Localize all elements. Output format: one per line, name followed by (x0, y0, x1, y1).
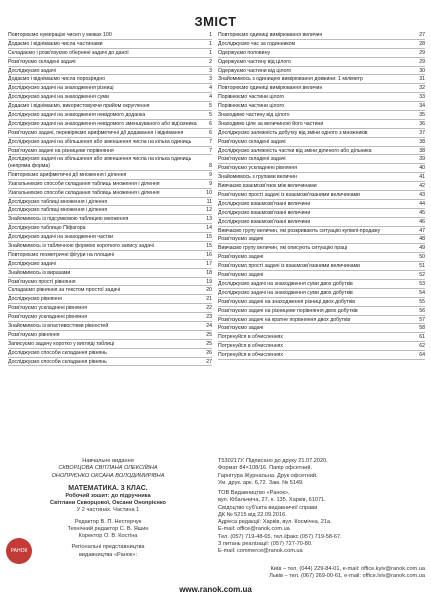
toc-entry (218, 67, 425, 76)
toc-entry-page: 39 (419, 156, 425, 163)
toc-entry (218, 111, 425, 120)
toc-entry-page: 1 (209, 49, 212, 56)
toc-entry (218, 164, 425, 173)
toc-entry-title: Розв'язуємо складені задачі (218, 156, 286, 163)
toc-entry-page: 11 (206, 198, 212, 205)
toc-entry (218, 84, 425, 93)
toc-entry (8, 111, 212, 120)
toc-entry-title: Додаємо і віднімаємо числа частинами (8, 40, 103, 47)
toc-entry-page: 5 (209, 112, 212, 119)
toc-entry (218, 235, 425, 244)
toc-entry-page: 2 (209, 58, 212, 65)
toc-entry (218, 244, 425, 253)
toc-entry-title: Повторюємо одиниці вимірювання величин (218, 32, 323, 38)
toc-entry (8, 322, 212, 331)
toc-entry (218, 138, 425, 147)
toc-entry-title: Розв'язуємо задачі (218, 236, 264, 243)
toc-entry (8, 120, 212, 129)
toc-entry-page: 10 (206, 189, 212, 196)
print-info-4: Ум. друк. арк. 6,72. Зам. № 5149. (218, 479, 304, 486)
toc-entry (218, 209, 425, 218)
toc-entry (218, 253, 425, 262)
toc-entry (8, 84, 212, 93)
toc-entry (218, 173, 425, 182)
toc-entry-page: 29 (419, 58, 425, 65)
toc-entry-page: 14 (206, 225, 212, 232)
book-subtitle-2: Світлани Скворцової, Оксани Онопрієнко (50, 500, 166, 507)
toc-entry-page: 23 (206, 314, 212, 321)
publisher-logo: РАНОК (6, 538, 32, 564)
proofreader: Коректор О. В. Костіна (78, 533, 138, 540)
toc-entry-title: Розв'язуємо ускладнені рівняння (8, 314, 88, 321)
sales-phone: З питань реалізації: (057) 727-70-80. (218, 540, 313, 547)
toc-entry-page: 40 (419, 165, 425, 172)
author-2: ОНОПРІЄНКО ОКСАНА ВОЛОДИМИРІВНА (51, 472, 165, 479)
toc-entry (218, 298, 425, 307)
toc-entry-title: Порівнюємо частини цілого (218, 94, 285, 101)
toc-entry-page: 50 (419, 254, 425, 261)
office-email: E-mail: office@ranok.com.ua (218, 526, 290, 533)
toc-entry-title: Розв'язуємо ускладнені рівняння (218, 165, 298, 172)
toc-entry-page: 44 (419, 200, 425, 207)
toc-entry-title: Записуємо задачу коротко у вигляді таблиці (8, 340, 115, 347)
toc-entry-title: Розв'язуємо ускладнені рівняння (8, 305, 88, 312)
toc-entry-title: Досліджуємо залежність частки від зміни діленого або дільника (218, 147, 372, 154)
toc-entry-page: 17 (206, 260, 212, 267)
toc-entry-title: Досліджуємо задачі на знаходження різниці (8, 85, 114, 92)
regional-label-2: видавництва «Ранок»: (78, 551, 138, 558)
toc-entry-title: Досліджуємо задачі (8, 67, 56, 74)
toc-entry-title: Досліджуємо таблиці множення і ділення (8, 198, 108, 205)
toc-entry (218, 307, 425, 316)
toc-entry-page: 7 (209, 147, 212, 154)
toc-entry-title: Одержуємо частини від цілого (218, 67, 292, 74)
toc-entry (8, 278, 212, 287)
toc-entry-title: Досліджуємо задачі (8, 260, 56, 267)
toc-entry (218, 342, 425, 351)
toc-entry (218, 262, 425, 271)
toc-entry-title: Розв'язуємо складені задачі (218, 138, 286, 145)
phone: Тел. (057) 719-48-65, тел./факс (057) 719-58-67. (218, 533, 342, 540)
toc-entry-title: Додаємо і віднімаємо числа порозрядно (8, 76, 106, 83)
toc-entry-page: 46 (419, 218, 425, 225)
toc-entry (8, 215, 212, 224)
toc-entry-title: Повторюємо геометричні фігури на площині (8, 251, 115, 258)
toc-entry-title: Досліджуємо задачі на знаходження частки (8, 234, 113, 241)
toc-entry-page: 9 (209, 171, 212, 178)
toc-entry-title: Розв'язуємо прості задачі із взаємозв'язаними величинами (218, 192, 360, 199)
toc-entry-page: 1 (209, 40, 212, 47)
colophon-left (8, 458, 208, 559)
toc-entry-page: 38 (419, 147, 425, 154)
toc-entry-page: 28 (419, 40, 425, 47)
toc-entry-page: 30 (419, 67, 425, 74)
print-info-1: Т530217У. Підписано до друку 21.07.2020. (218, 458, 328, 464)
toc-entry-page: 43 (419, 192, 425, 199)
toc-entry-title: Одержуємо частину від цілого (218, 58, 291, 65)
toc-entry (8, 242, 212, 251)
toc-entry-title: Досліджуємо час за годинником (218, 40, 296, 47)
toc-entry-title: Вивчаємо взаємозв'язок між величинами (218, 183, 317, 190)
toc-entry (8, 224, 212, 233)
toc-entry (8, 180, 212, 189)
toc-right-column (218, 31, 425, 360)
toc-entry-page: 32 (419, 85, 425, 92)
toc-entry-page: 55 (419, 298, 425, 305)
toc-entry (8, 304, 212, 313)
book-title: МАТЕМАТИКА. 3 КЛАС. (68, 484, 148, 492)
toc-entry-page: 5 (209, 103, 212, 110)
toc-entry (218, 333, 425, 342)
toc-entry-page: 21 (206, 296, 212, 303)
toc-entry (8, 58, 212, 67)
toc-entry (218, 316, 425, 325)
toc-entry-page: 64 (419, 352, 425, 359)
toc-entry-page: 9 (209, 180, 212, 187)
toc-entry-title: Знайомимось із підсумковою таблицею множення (8, 216, 129, 223)
toc-entry-page: 25 (206, 331, 212, 338)
toc-entry-page: 61 (419, 334, 425, 341)
toc-entry-page: 42 (419, 183, 425, 190)
toc-entry-title: Досліджуємо задачі на знаходження суми двох добутків (218, 280, 353, 287)
toc-entry-title: Узагальнюємо способи складання таблиць множення і ділення (8, 189, 160, 196)
toc-entry-page: 6 (209, 120, 212, 127)
toc-entry-title: Розв'язуємо задачі на різницеве порівняння двох добутків (218, 307, 358, 314)
toc-entry (8, 340, 212, 349)
toc-entry (218, 93, 425, 102)
colophon-right (218, 458, 425, 555)
toc-entry (218, 182, 425, 191)
toc-entry-title: Досліджуємо способи складання рівнянь (8, 349, 107, 356)
publisher-address: вул. Кібальчича, 27, к. 135, Харків, 61071. (218, 497, 326, 504)
toc-entry-page: 31 (419, 76, 425, 83)
toc-entry (8, 331, 212, 340)
toc-entry-title: Розв'язуємо задачі на кратне порівняння двох добутків (218, 316, 351, 323)
certificate-2: ДК № 5215 від 22.09.2016. (218, 511, 287, 518)
toc-entry-page: 4 (209, 94, 212, 101)
toc-entry (8, 295, 212, 304)
toc-entry-page: 13 (206, 216, 212, 223)
toc-entry (8, 189, 212, 198)
toc-entry-title: Досліджуємо задачі на збільшення або зменшення числа на кілька одиниць (8, 138, 192, 145)
certificate-1: Свідоцтво суб'єкта видавничої справи (218, 504, 318, 511)
toc-entry-page: 49 (419, 245, 425, 252)
toc-entry (218, 147, 425, 156)
lviv-office: Львів – тел. (067) 269-00-61, e-mail: office.lviv@ranok.com.ua (269, 573, 425, 580)
toc-entry (8, 358, 212, 367)
toc-entry (218, 58, 425, 67)
toc-entry-title: Розв'язуємо задачі на знаходження різниці двох добутків (218, 298, 356, 305)
commerce-email: E-mail: commerce@ranok.com.ua (218, 548, 303, 555)
toc-entry-page: 3 (209, 76, 212, 83)
toc-entry-title: Досліджуємо задачі на знаходження суми (8, 94, 109, 101)
toc-entry-title: Розв'язуємо задачі, перевіряємо арифметичні дії додавання і віднімання (8, 129, 184, 136)
toc-entry-title: Повторюємо арифметичні дії множення і ділення (8, 171, 127, 178)
toc-entry-title: Досліджуємо залежність добутку від зміни одного з множників (218, 129, 368, 136)
toc-entry-page: 33 (419, 94, 425, 101)
edition-type: Навчальне видання (82, 458, 134, 464)
toc-entry-title: Розв'язуємо прості задачі із взаємозв'язаними величинами (218, 263, 360, 270)
toc-entry-page: 48 (419, 236, 425, 243)
print-info-2: Формат 84×108/16. Папір офсетний. (218, 465, 313, 472)
toc-entry (8, 206, 212, 215)
toc-entry (218, 218, 425, 227)
toc-entry-title: Одержуємо половину (218, 49, 271, 56)
toc-entry-title: Потренуйся в обчисленнях (218, 352, 283, 359)
toc-entry (218, 49, 425, 58)
toc-entry-title: Досліджуємо взаємозв'язані величини (218, 209, 311, 216)
book-parts: У 2 частинах. Частина 1 (76, 507, 140, 514)
toc-entry (218, 191, 425, 200)
toc-entry-page: 6 (209, 129, 212, 136)
toc-entry-title: Знаходимо частину від цілого (218, 112, 290, 119)
toc-entry-title: Розв'язуємо задачі (218, 272, 264, 279)
toc-entry-page: 62 (419, 343, 425, 350)
toc-entry (8, 129, 212, 138)
toc-entry-page: 8 (209, 162, 212, 169)
toc-entry-page: 12 (206, 207, 212, 214)
toc-entry-page: 27 (419, 32, 425, 38)
toc-entry (8, 171, 212, 180)
toc-entry-title: Повторюємо одиниці вимірювання величин (218, 85, 323, 92)
toc-entry-page: 15 (206, 234, 212, 241)
toc-entry-title: Досліджуємо задачі на знаходження невідомого доданка (8, 112, 146, 119)
toc-entry-title: Досліджуємо рівняння (8, 296, 62, 303)
website-url[interactable]: www.ranok.com.ua (179, 585, 252, 594)
toc-entry-title: Потренуйся в обчисленнях (218, 343, 283, 350)
toc-entry (8, 286, 212, 295)
toc-entry-page: 7 (209, 138, 212, 145)
toc-entry-title: Потренуйся в обчисленнях (218, 334, 283, 341)
toc-entry-page: 58 (419, 325, 425, 332)
toc-entry-page: 54 (419, 289, 425, 296)
toc-entry-title: Складаємо рівняння за текстом простої задачі (8, 287, 121, 294)
toc-entry-page: 3 (209, 67, 212, 74)
toc-entry (218, 155, 425, 164)
toc-entry-page: 38 (419, 138, 425, 145)
toc-entry-page: 45 (419, 209, 425, 216)
toc-entry-page: 52 (419, 272, 425, 279)
toc-entry-page: 20 (206, 287, 212, 294)
toc-entry-page: 34 (419, 103, 425, 110)
toc-entry (218, 271, 425, 280)
tech-editor: Технічний редактор С. В. Яшин (67, 525, 149, 532)
toc-entry-title: Вивчаємо групу величин, які описують ситуацію праці (218, 245, 348, 252)
toc-entry-title: Повторюємо нумерацію чисел у межах 100 (8, 32, 112, 38)
toc-entry-page: 36 (419, 120, 425, 127)
toc-entry-title: Порівнюємо частини цілого (218, 103, 285, 110)
toc-entry-page: 16 (206, 251, 212, 258)
book-subtitle-1: Робочий зошит: до підручника (65, 492, 151, 499)
toc-entry-title: Знайомимось з одиницею вимірювання довжини: 1 міліметр (218, 76, 363, 83)
author-1: СКВОРЦОВА СВІТЛАНА ОЛЕКСІЇВНА (58, 465, 158, 472)
toc-entry (218, 129, 425, 138)
toc-entry-title: Складаємо і розв'язуємо обернені задачі до даної (8, 49, 129, 56)
toc-entry (218, 40, 425, 49)
toc-entry (8, 233, 212, 242)
toc-entry (218, 200, 425, 209)
toc-entry-title: Знаходимо ціле за величиною його частини (218, 120, 324, 127)
toc-entry (8, 138, 212, 147)
editorial-address: Адреса редакції: Харків, вул. Космічна, 21а. (218, 519, 332, 526)
toc-entry (8, 260, 212, 269)
toc-entry-page: 56 (419, 307, 425, 314)
toc-entry-title: Знайомимось із табличною формою короткого запису задачі (8, 242, 154, 249)
toc-entry-page: 19 (206, 278, 212, 285)
toc-entry-title: Розв'язуємо задачі (218, 325, 264, 332)
toc-entry-title: Знайомимось із виразами (8, 269, 71, 276)
toc-entry-title: Розв'язуємо прості рівняння (8, 278, 76, 285)
print-info-3: Гарнітура Журнальна. Друк офсетний. (218, 472, 318, 479)
publisher-name: ТОВ Видавництво «Ранок», (218, 490, 290, 497)
toc-entry-title: Вивчаємо групу величин, які розкривають ситуацію купівлі-продажу (218, 227, 381, 234)
toc-entry-page: 22 (206, 305, 212, 312)
toc-entry (8, 49, 212, 58)
toc-left-column (8, 31, 212, 366)
toc-entry (8, 147, 212, 156)
toc-entry-title: Знайомимось з групами величин (218, 174, 297, 181)
toc-entry-title: Досліджуємо способи складання рівнянь (8, 358, 107, 365)
toc-entry (8, 93, 212, 102)
kyiv-office: Київ – тел. (044) 229-84-01, e-mail: office.kyiv@ranok.com.ua (270, 566, 425, 572)
toc-entry-page: 51 (419, 263, 425, 270)
toc-entry-page: 35 (419, 112, 425, 119)
toc-entry (8, 349, 212, 358)
regional-offices (40, 566, 425, 581)
toc-entry-title: Досліджуємо взаємозв'язані величини (218, 218, 311, 225)
toc-entry (8, 31, 212, 40)
toc-entry (218, 120, 425, 129)
toc-entry-title: Досліджуємо таблицю Піфагора (8, 225, 86, 232)
toc-entry (8, 313, 212, 322)
toc-entry-page: 1 (209, 32, 212, 38)
toc-entry-page: 26 (206, 349, 212, 356)
toc-entry (8, 269, 212, 278)
toc-entry-page: 53 (419, 280, 425, 287)
toc-entry (218, 102, 425, 111)
editor: Редактор В. П. Нестерчук (74, 518, 142, 525)
toc-entry (218, 324, 425, 333)
toc-entry-title: Додаємо і віднімаємо, використовуючи прийом округлення (8, 103, 150, 110)
toc-entry-page: 18 (206, 269, 212, 276)
toc-entry (8, 102, 212, 111)
toc-entry-title: Розв'язуємо рівняння (8, 331, 60, 338)
toc-entry (8, 67, 212, 76)
toc-entry-title: Досліджуємо задачі на знаходження невідомого зменшуваного або від'ємника (8, 120, 197, 127)
toc-entry (8, 251, 212, 260)
toc-entry-page: 25 (206, 340, 212, 347)
toc-entry-title: Досліджуємо таблиці множення і ділення (8, 207, 108, 214)
toc-entry (218, 280, 425, 289)
toc-entry-page: 29 (419, 49, 425, 56)
toc-entry-page: 41 (419, 174, 425, 181)
toc-entry-title: Досліджуємо задачі на знаходження суми двох добутків (218, 289, 353, 296)
toc-entry (8, 198, 212, 207)
toc-entry-page: 15 (206, 242, 212, 249)
toc-entry (8, 75, 212, 84)
toc-entry-title: Досліджуємо взаємозв'язані величини (218, 200, 311, 207)
toc-entry-page: 4 (209, 85, 212, 92)
toc-entry-page: 37 (419, 129, 425, 136)
toc-entry-title: Розв'язуємо задачі (218, 254, 264, 261)
toc-entry (218, 227, 425, 236)
toc-entry-page: 57 (419, 316, 425, 323)
toc-entry-title: Знайомимось із властивостями рівностей (8, 323, 109, 329)
toc-entry-title: Розв'язуємо складені задачі (8, 58, 76, 65)
toc-entry (218, 351, 425, 360)
regional-label-1: Регіональні представництва (71, 544, 145, 551)
toc-entry-page: 27 (206, 358, 212, 365)
toc-entry-page: 47 (419, 227, 425, 234)
toc-entry-title: Узагальнюємо способи складання таблиць множення і ділення (8, 180, 160, 187)
page-title: ЗМІСТ (194, 14, 237, 29)
toc-entry-title: Досліджуємо задачі на збільшення або зменшення числа на кілька одиниць (непряма форма) (8, 156, 192, 169)
toc-entry-title: Розв'язуємо задачі на різницеве порівняння (8, 147, 114, 154)
toc-entry (8, 155, 212, 170)
toc-entry (218, 75, 425, 84)
toc-entry (218, 289, 425, 298)
toc-entry (218, 31, 425, 40)
toc-entry-page: 24 (206, 323, 212, 329)
toc-entry (8, 40, 212, 49)
